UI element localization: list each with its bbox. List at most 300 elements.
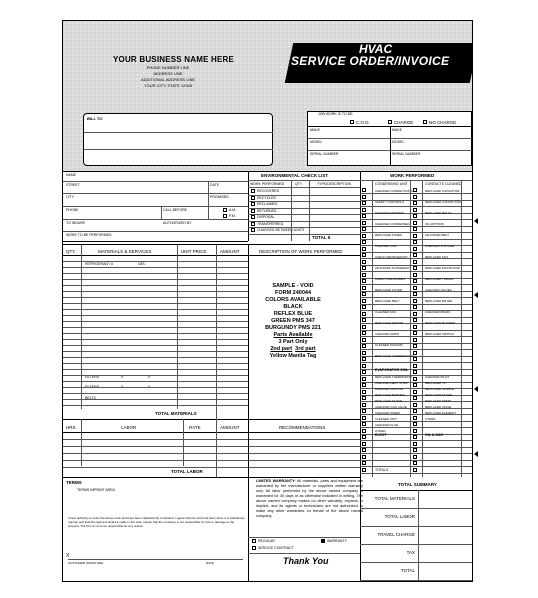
business-name: YOUR BUSINESS NAME HERE [113, 55, 235, 64]
wp-left-checkbox[interactable] [362, 208, 366, 212]
env-item-checkbox[interactable] [251, 215, 255, 219]
grid-line [360, 180, 473, 181]
grid-line [63, 261, 248, 262]
wp-right-checkbox[interactable] [413, 455, 417, 459]
env-item-checkbox[interactable] [251, 189, 255, 193]
invoice-number: 123456 [408, 73, 435, 82]
recommendations-heading: RECOMMENDATIONS [279, 425, 326, 430]
promised-label: PROMISED [210, 195, 229, 199]
grid-line [63, 171, 473, 172]
street-label: STREET [66, 183, 80, 187]
grid-line [63, 231, 248, 232]
wp-right-checkbox[interactable] [413, 396, 417, 400]
am-checkbox[interactable] [223, 208, 227, 212]
wp-right-checkbox[interactable] [413, 286, 417, 290]
wp-left-checkbox[interactable] [362, 292, 366, 296]
make-label-2: MAKE [392, 128, 402, 132]
grid-line [81, 419, 82, 466]
materials-qty-header: QTY. [66, 249, 76, 254]
grid-line [63, 387, 248, 388]
signature-line[interactable] [68, 559, 243, 560]
wp-left-checkbox[interactable] [362, 214, 366, 218]
grid-line [248, 171, 249, 241]
warranty-text [256, 479, 363, 519]
wp-right-checkbox[interactable] [413, 201, 417, 205]
divider [390, 126, 391, 166]
grid-line [360, 473, 473, 474]
wp-left-checkbox[interactable] [362, 266, 366, 270]
labor-rate-header: RATE [189, 425, 201, 430]
wp-left-checkbox[interactable] [362, 409, 366, 413]
business-additional-address: ADDITIONAL ADDRESS LINE [140, 77, 196, 82]
grid-line [63, 273, 248, 274]
divider [308, 138, 472, 139]
wp-extra-left-label: OTHER [375, 429, 386, 433]
to-insure-label: TO INSURE [66, 221, 85, 225]
summary-label: TOTAL MATERIALS [374, 496, 415, 501]
grid-line [63, 446, 248, 447]
wp-left-label: REPLACED MOTOR [375, 321, 404, 325]
wp-right-label: CHECKED DRAIN [425, 310, 450, 314]
grid-line [248, 234, 360, 235]
grid-line [208, 181, 209, 219]
wp-left-checkbox[interactable] [362, 455, 366, 459]
wp-right-checkbox[interactable] [413, 312, 417, 316]
wp-extra-right-label: REPLACED NOZZLE [425, 387, 454, 391]
wp-left-checkbox[interactable] [362, 344, 366, 348]
job-terms-box [307, 111, 472, 166]
wp-left-label: CHECKED MOTORS [375, 211, 404, 215]
wp-left-checkbox[interactable] [362, 240, 366, 244]
grid-line [63, 321, 248, 322]
wp-right-checkbox[interactable] [413, 461, 417, 465]
wp-left-checkbox[interactable] [362, 286, 366, 290]
unit-price-header: UNIT PRICE [181, 249, 207, 254]
wp-right-checkbox[interactable] [413, 370, 417, 374]
wp-right-checkbox[interactable] [413, 279, 417, 283]
wp-right-checkbox[interactable] [413, 318, 417, 322]
wp-left-checkbox[interactable] [362, 234, 366, 238]
grid-line [63, 267, 248, 268]
divider [308, 150, 472, 151]
filters-x-1: X [121, 375, 124, 379]
wp-right-checkbox[interactable] [413, 409, 417, 413]
no-charge-label: NO CHARGE [429, 120, 457, 125]
wp-right-checkbox[interactable] [413, 299, 417, 303]
wp-extra-left-label: REPLACED BURNER [375, 393, 405, 397]
env-item-label: RETURNED [257, 208, 277, 213]
wp-right-label: REPLACED CONTACTOR [425, 200, 461, 204]
authorization-text: I have authority to order the above work and have been satisfactorily completed. I agree that the work has been done in a satisfactory manner and that the payment shall be made in full. Also I agree that the company is not responsible for loss or damage to the property. The firm is not to be responsible for any reason. [68, 516, 245, 528]
wp-left-checkbox[interactable] [362, 279, 366, 283]
charge-checkbox[interactable] [388, 120, 392, 124]
invoice-form [62, 20, 473, 582]
amount-header: AMOUNT [220, 249, 240, 254]
wp-left-checkbox[interactable] [362, 253, 366, 257]
serial-label-2: SERIAL NUMBER [392, 152, 421, 156]
wp-right-checkbox[interactable] [413, 208, 417, 212]
grid-line [63, 244, 360, 245]
charge-label: CHARGE [394, 120, 414, 125]
pm-checkbox[interactable] [223, 214, 227, 218]
wp-right-label: REPLACED FAN MOTOR [425, 266, 460, 270]
wp-left-checkbox[interactable] [362, 273, 366, 277]
grid-line [248, 553, 360, 554]
wp-right-checkbox[interactable] [413, 403, 417, 407]
grid-line [63, 285, 248, 286]
sample-line-6: GREEN PMS 347 [271, 318, 315, 324]
total-materials-label: TOTAL MATERIALS [155, 411, 197, 416]
wp-left-checkbox[interactable] [362, 390, 366, 394]
wp-right-checkbox[interactable] [413, 188, 417, 192]
grid-line [63, 375, 248, 376]
warranty-heading: LIMITED WARRANTY: [256, 479, 296, 483]
serial-label-1: SERIAL NUMBER [310, 152, 339, 156]
grid-line [309, 180, 310, 241]
wp-left-checkbox[interactable] [362, 364, 366, 368]
model-label-1: MODEL [310, 140, 323, 144]
wp-right-checkbox[interactable] [413, 338, 417, 342]
wp-left-label: CLEANED PLENUM [375, 343, 403, 347]
grid-line [63, 393, 248, 394]
env-total: TOTAL $ [312, 235, 331, 240]
env-item-label: CHARGED BETWEEN UNITS [257, 228, 305, 232]
side-marker [471, 386, 478, 392]
grid-line [63, 193, 248, 194]
total-summary-heading: TOTAL SUMMARY [398, 482, 437, 487]
grid-line [63, 291, 248, 292]
env-item-checkbox[interactable] [251, 209, 255, 213]
regular-label: REGULAR [258, 539, 275, 543]
call-before-label: CALL BEFORE [163, 208, 187, 212]
grid-line [291, 180, 292, 241]
wp-left-checkbox[interactable] [362, 461, 366, 465]
wp-right-checkbox[interactable] [413, 377, 417, 381]
make-label-1: MAKE [310, 128, 320, 132]
wp-extra-right-label: REPLACED TC [425, 381, 446, 385]
job-terms-heading: JOB WORK IS TO BE: [318, 112, 354, 116]
grid-line [63, 453, 248, 454]
grid-line [63, 369, 248, 370]
belts-label: BELTS [85, 396, 96, 400]
grid-line [410, 180, 411, 477]
warranty-body: All materials, parts and equipment are warranted by the manufacturer or suppliers written warranty only. All labor performed by the above named company is warranted for 30 days or as otherwise indicated in writing. The above named company makes no other warranty, express or implied, and its agents or technicians are not authorized to make any other warranties on behalf of the above named company. [256, 479, 363, 518]
wp-right-checkbox[interactable] [413, 468, 417, 472]
wp-left-label: CHECKED AMPS [375, 332, 399, 336]
wp-right-checkbox[interactable] [413, 422, 417, 426]
wp-right-checkbox[interactable] [413, 227, 417, 231]
evaporator-coil-label: EVAPORATOR COIL [375, 368, 409, 372]
bill-to-label: BILL TO [87, 116, 103, 121]
wp-right-checkbox[interactable] [413, 435, 417, 439]
side-marker [471, 451, 478, 457]
wp-right-checkbox[interactable] [413, 331, 417, 335]
environmental-heading: ENVIRONMENTAL CHECK LIST [261, 173, 329, 178]
model-label-2: MODEL [392, 140, 405, 144]
wp-left-checkbox[interactable] [362, 448, 366, 452]
wp-extra-right-label: REPLACED PUMP [425, 399, 451, 403]
wp-right-checkbox[interactable] [413, 234, 417, 238]
title-hvac: HVAC [359, 42, 393, 56]
sample-line-7: BURGUNDY PMS 221 [265, 325, 321, 331]
sample-void-block [243, 283, 343, 360]
grid-line [63, 309, 248, 310]
wp-left-label: CHECK REFRIGERANT [375, 255, 408, 259]
wp-right-checkbox[interactable] [413, 416, 417, 420]
grid-line [63, 477, 360, 478]
wp-left-checkbox[interactable] [362, 370, 366, 374]
summary-label: TAX [406, 550, 415, 555]
wp-right-checkbox[interactable] [413, 266, 417, 270]
materials-heading: MATERIALS & SERVICES [98, 249, 152, 254]
wp-left-checkbox[interactable] [362, 357, 366, 361]
wp-left-checkbox[interactable] [362, 351, 366, 355]
bill-to-box[interactable] [83, 113, 273, 166]
wp-right-label: OIL MOTORS [425, 222, 444, 226]
grid-line [248, 460, 360, 461]
grid-line [161, 206, 162, 219]
summary-label: TOTAL [400, 568, 415, 573]
wp-right-checkbox[interactable] [413, 247, 417, 251]
terms-imprint: TERMS IMPRINT AREA [77, 488, 115, 492]
grid-line [248, 453, 360, 454]
wp-left-label: REPLACED COMPRESSOR [375, 354, 414, 358]
am-label: A.M. [229, 208, 237, 212]
grid-line [63, 219, 248, 220]
wp-left-checkbox[interactable] [362, 429, 366, 433]
wp-right-label: REPLACED CAPACITOR [425, 189, 460, 193]
wp-left-checkbox[interactable] [362, 325, 366, 329]
wp-right-checkbox[interactable] [413, 273, 417, 277]
grid-line [248, 180, 360, 181]
env-col-type: TYPE/DESCRIPTION [317, 182, 352, 186]
thank-you-text: Thank You [283, 556, 329, 566]
wp-right-checkbox[interactable] [413, 305, 417, 309]
wp-left-checkbox[interactable] [362, 331, 366, 335]
wp-left-checkbox[interactable] [362, 247, 366, 251]
wp-left-label: CLEANED COIL [375, 244, 398, 248]
grid-line [248, 537, 360, 538]
wp-right-label: REPLACED TUBING [425, 277, 454, 281]
wp-right-checkbox[interactable] [413, 253, 417, 257]
side-marker [471, 292, 478, 298]
grid-line [63, 405, 248, 406]
wp-right-checkbox[interactable] [413, 221, 417, 225]
env-item-label: RECOVERED [257, 189, 280, 193]
env-item-checkbox[interactable] [251, 202, 255, 206]
warranty-checkbox[interactable] [321, 539, 325, 543]
grid-line [63, 297, 248, 298]
lbs-label: LBS. [138, 262, 146, 266]
customer-signature-label: CUSTOMER SIGNATURE [68, 561, 104, 565]
grid-line [63, 399, 248, 400]
filters-x-2: X [121, 385, 124, 389]
wp-left-checkbox[interactable] [362, 201, 366, 205]
summary-label: TOTAL LABOR [384, 514, 415, 519]
wp-left-checkbox[interactable] [362, 383, 366, 387]
wp-right-checkbox[interactable] [413, 429, 417, 433]
grid-line [63, 381, 248, 382]
sample-line-11: Yellow Manila Tag [269, 353, 317, 359]
wp-left-checkbox[interactable] [362, 188, 366, 192]
wp-left-checkbox[interactable] [362, 318, 366, 322]
sample-line-9: 3 Part Only [278, 339, 308, 345]
grid-line [63, 333, 248, 334]
grid-line [422, 180, 423, 477]
grid-line [360, 580, 473, 581]
wp-right-checkbox[interactable] [413, 195, 417, 199]
wp-right-checkbox[interactable] [413, 442, 417, 446]
grid-line [360, 544, 473, 545]
wp-right-checkbox[interactable] [413, 364, 417, 368]
wp-extra-left-label: CHECKED IGNITOR [375, 387, 403, 391]
filters-x-2b: X [148, 385, 151, 389]
sample-line-1: SAMPLE - VOID [272, 283, 314, 289]
city-label: CITY [66, 195, 74, 199]
wp-left-label: REPLACED FILTER [375, 288, 403, 292]
service-contract-label: SERVICE CONTRACT [258, 546, 294, 550]
grid-line [63, 339, 248, 340]
regular-checkbox[interactable] [252, 539, 256, 543]
grid-line [248, 187, 360, 188]
wp-extra-right-label: REPLACED VALVE [425, 405, 452, 409]
wp-left-checkbox[interactable] [362, 377, 366, 381]
wp-right-label: CHECKED VALVES [425, 288, 452, 292]
wp-left-label: REPLACED FUSES [375, 233, 403, 237]
env-item-checkbox[interactable] [251, 196, 255, 200]
grid-line [372, 180, 373, 477]
wp-right-checkbox[interactable] [413, 344, 417, 348]
wp-right-checkbox[interactable] [413, 325, 417, 329]
no-charge-checkbox[interactable] [423, 120, 427, 124]
name-label: NAME [66, 173, 77, 177]
filters-x-1b: X [148, 375, 151, 379]
wp-left-checkbox[interactable] [362, 195, 366, 199]
grid-line [177, 244, 178, 409]
work-performed-heading: WORK PERFORMED [390, 173, 435, 178]
wp-left-checkbox[interactable] [362, 221, 366, 225]
grid-line [63, 432, 360, 433]
sample-line-2: FORM 240044 [274, 290, 312, 296]
env-col-qty: QTY [295, 182, 303, 186]
wp-right-label: REPLACED RELAY [425, 211, 452, 215]
wp-left-checkbox[interactable] [362, 260, 366, 264]
wp-right-checkbox[interactable] [413, 390, 417, 394]
bill-to-line [84, 149, 273, 150]
wp-left-checkbox[interactable] [362, 442, 366, 446]
grid-line [418, 490, 419, 582]
work-to-be-performed-label: WORK TO BE PERFORMED [66, 233, 112, 237]
wp-right-checkbox[interactable] [413, 448, 417, 452]
wp-left-checkbox[interactable] [362, 396, 366, 400]
sample-line-4: BLACK [283, 304, 303, 310]
wp-right-checkbox[interactable] [413, 383, 417, 387]
wp-right-checkbox[interactable] [413, 214, 417, 218]
wp-right-checkbox[interactable] [413, 240, 417, 244]
grid-line [248, 446, 360, 447]
wp-extra-left-label: CHECKED FLUE [375, 423, 399, 427]
wp-extra-right-label: REPLACED FILTER [425, 393, 453, 397]
contacts-cleaned-label: CONTACTS CLEANED [425, 182, 462, 186]
wp-left-checkbox[interactable] [362, 299, 366, 303]
service-contract-checkbox[interactable] [252, 546, 256, 550]
authorized-by-label: AUTHORIZED BY [163, 221, 192, 225]
wp-right-label: CHECKED VOLTAGE [425, 244, 455, 248]
wp-left-checkbox[interactable] [362, 338, 366, 342]
grid-line [63, 467, 248, 468]
pm-label: P.M. [229, 214, 236, 218]
wp-right-checkbox[interactable] [413, 292, 417, 296]
wp-left-checkbox[interactable] [362, 305, 366, 309]
warranty-label: WARRANTY [327, 539, 347, 543]
wp-left-label: REPLACED BELT [375, 299, 400, 303]
grid-line [360, 526, 473, 527]
grid-line [216, 244, 217, 419]
grid-line [63, 419, 360, 420]
description-heading: DESCRIPTION OF WORK PERFORMED [259, 249, 343, 254]
env-item-checkbox[interactable] [251, 228, 255, 232]
grid-line [63, 303, 248, 304]
env-item-label: RECLAIMED [257, 202, 278, 206]
wp-left-label: CHECK PRESSURES [375, 277, 405, 281]
env-item-checkbox[interactable] [251, 222, 255, 226]
grid-line [360, 562, 473, 563]
wp-left-checkbox[interactable] [362, 312, 366, 316]
wp-extra-left-label: CHECKED TIMER [375, 411, 400, 415]
cod-checkbox[interactable] [350, 120, 354, 124]
wp-left-checkbox[interactable] [362, 227, 366, 231]
wp-right-label: REPLACED SWITCH [425, 332, 454, 336]
elect-label: ELECT [375, 433, 387, 437]
filters-label-1: FILTERS [85, 375, 100, 379]
refrigerant-label: REFRIGERANT # [85, 262, 113, 266]
wp-extra-left-label: CHECKED GAS VALVE [375, 405, 407, 409]
wp-left-label: SAFETY CONTROLS [375, 200, 405, 204]
wp-left-checkbox[interactable] [362, 422, 366, 426]
wp-left-label: CHECKED CONNECTIONS [375, 189, 413, 193]
grid-line [63, 327, 248, 328]
wp-left-checkbox[interactable] [362, 403, 366, 407]
grid-line [248, 439, 360, 440]
sample-line-10b: 3rd part [295, 346, 316, 352]
sample-line-10a: 2nd part [270, 346, 293, 352]
wp-extra-left-label: CHECKED HEAT STRIP [375, 381, 408, 385]
grid-line [63, 315, 248, 316]
grid-line [63, 181, 248, 182]
env-item-label: DISPOSAL [257, 215, 275, 219]
wp-right-label: REPLACED BLOWER [425, 321, 456, 325]
wp-left-label: CLEANED FAN [375, 310, 396, 314]
wp-left-checkbox[interactable] [362, 416, 366, 420]
wp-extra-right-label: OTHER [425, 417, 436, 421]
business-city: YOUR CITY, STATE 12345 [143, 83, 193, 88]
labor-heading: LABOR [121, 425, 137, 430]
condensing-unit-label: CONDENSING UNIT [375, 182, 408, 186]
wp-extra-right-label: REPLACED ELEMENT [425, 411, 457, 415]
grid-line [461, 180, 462, 477]
env-item-label: TRANSFERRED [257, 221, 284, 226]
wp-left-checkbox[interactable] [362, 468, 366, 472]
grid-line [216, 419, 217, 477]
cod-label: C.O.D. [356, 120, 370, 125]
totals-label: TOTALS [375, 468, 389, 472]
wp-right-label: REPLACED FAN [425, 255, 448, 259]
wp-extra-left-label: REPLACED FILTER [375, 399, 403, 403]
date-label: DATE [210, 183, 220, 187]
wp-right-checkbox[interactable] [413, 260, 417, 264]
wp-extra-left-label: REPLACED THERMOSTAT [375, 375, 413, 379]
wp-left-checkbox[interactable] [362, 435, 366, 439]
